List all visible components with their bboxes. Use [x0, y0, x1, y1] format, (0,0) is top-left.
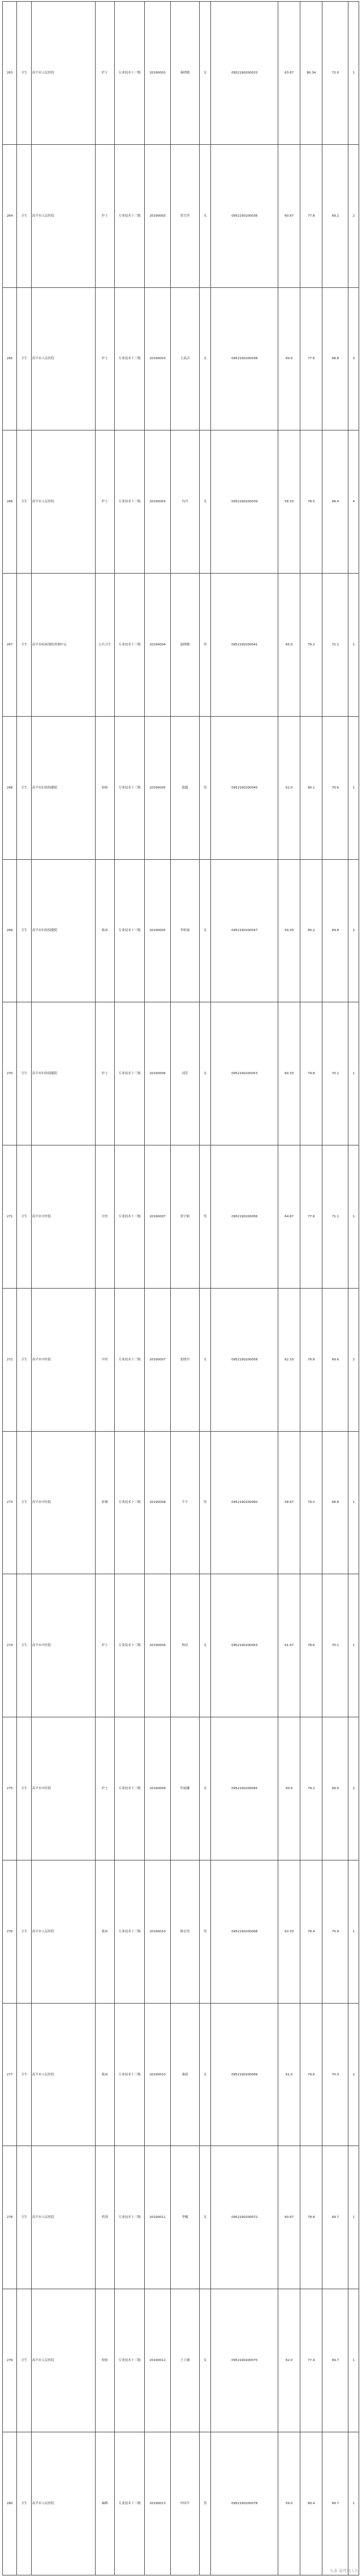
- cell-seq: 270: [3, 1002, 17, 1145]
- cell-code: 20190012: [145, 2289, 171, 2432]
- cell-sys: 卫生: [17, 1288, 31, 1431]
- cell-seq: 269: [3, 859, 17, 1002]
- cell-sys: 卫生: [17, 2289, 31, 2432]
- cell-post: 护士: [95, 430, 115, 574]
- cell-gender: 女: [199, 287, 211, 430]
- cell-post_type: 专业技术十三级: [115, 430, 145, 574]
- cell-post_type: 专业技术十三级: [115, 1431, 145, 1574]
- cell-unit: 高平市妇幼保健院: [31, 716, 95, 859]
- cell-interview: 77.4: [300, 2289, 322, 2432]
- cell-post_type: 专业技术十三级: [115, 1717, 145, 1860]
- results-table: [2, 1, 359, 2575]
- cell-seq: 271: [3, 1145, 17, 1289]
- cell-unit: 高平市人民医院: [31, 2003, 95, 2146]
- cell-exam_no: 0952190200041: [211, 574, 278, 717]
- cell-unit: 高平市妇幼保健院: [31, 1002, 95, 1145]
- cell-gender: 男: [199, 1860, 211, 2003]
- cell-gender: 女: [199, 1717, 211, 1860]
- cell-unit: 高平市人民医院: [31, 144, 95, 287]
- cell-post_type: 专业技术十三级: [115, 1288, 145, 1431]
- table-row: [3, 1145, 359, 1289]
- cell-gender: 女: [199, 2289, 211, 2432]
- cell-name: 申国平: [171, 2432, 200, 2575]
- cell-post_type: 专业技术十三级: [115, 1002, 145, 1145]
- cell-sys: 卫生: [17, 1145, 31, 1289]
- cell-total: 70.1: [322, 1002, 348, 1145]
- cell-rank: 1: [348, 1860, 359, 2003]
- cell-post_type: 专业技术十三级: [115, 1145, 145, 1289]
- table-row: [3, 1860, 359, 2003]
- cell-post: 影像: [95, 1431, 115, 1574]
- cell-post: 药剂: [95, 2146, 115, 2289]
- cell-gender: 男: [199, 1145, 211, 1289]
- cell-code: 20190006: [145, 1002, 171, 1145]
- cell-exam_no: 0952190200039: [211, 430, 278, 574]
- cell-post_type: 专业技术十三级: [115, 1574, 145, 1717]
- table-row: [3, 1002, 359, 1145]
- cell-sys: 卫生: [17, 1574, 31, 1717]
- cell-post: 中医: [95, 1288, 115, 1431]
- table-row: [3, 2432, 359, 2575]
- cell-interview: 77.6: [300, 1145, 322, 1289]
- cell-sys: 卫生: [17, 574, 31, 717]
- cell-total: 69.6: [322, 1717, 348, 1860]
- cell-post_type: 专业技术十三级: [115, 716, 145, 859]
- cell-seq: 272: [3, 1288, 17, 1431]
- cell-code: 20190009: [145, 1574, 171, 1717]
- cell-unit: 高平市人民医院: [31, 287, 95, 430]
- cell-rank: 2: [348, 1717, 359, 1860]
- cell-total: 68.8: [322, 287, 348, 430]
- cell-code: 20190003: [145, 2, 171, 145]
- cell-total: 69.8: [322, 859, 348, 1002]
- cell-code: 20190007: [145, 1145, 171, 1289]
- cell-code: 20190009: [145, 1717, 171, 1860]
- cell-seq: 268: [3, 716, 17, 859]
- cell-unit: 高平市中医院: [31, 1574, 95, 1717]
- cell-exam_no: 0952190200069: [211, 2003, 278, 2146]
- cell-name: 秦晓敏: [171, 2, 200, 145]
- cell-unit: 高平市中医院: [31, 1145, 95, 1289]
- cell-total: 69.7: [322, 2146, 348, 2289]
- cell-name: 常雪萍: [171, 144, 200, 287]
- cell-sys: 卫生: [17, 2432, 31, 2575]
- cell-written: 60.67: [278, 144, 300, 287]
- cell-rank: 1: [348, 716, 359, 859]
- cell-post_type: 专业技术十三级: [115, 574, 145, 717]
- table-row: [3, 1431, 359, 1574]
- cell-post_type: 专业技术十三级: [115, 1860, 145, 2003]
- cell-total: 70.6: [322, 716, 348, 859]
- cell-unit: 高平市疾病预防控制中心: [31, 574, 95, 717]
- cell-name: 李彩丽: [171, 859, 200, 1002]
- cell-post: 护士: [95, 144, 115, 287]
- cell-sys: 卫生: [17, 2146, 31, 2289]
- cell-written: 58.67: [278, 1431, 300, 1574]
- cell-total: 70.3: [322, 2003, 348, 2146]
- cell-exam_no: 0952190200075: [211, 2289, 278, 2432]
- cell-gender: 女: [199, 2146, 211, 2289]
- cell-interview: 79.2: [300, 1717, 322, 1860]
- watermark: 头条 @晋城人社: [329, 2569, 359, 2573]
- cell-unit: 高平市人民医院: [31, 430, 95, 574]
- table-row: [3, 287, 359, 430]
- table-row: [3, 574, 359, 717]
- cell-gender: 女: [199, 1288, 211, 1431]
- cell-post_type: 专业技术十三级: [115, 144, 145, 287]
- cell-total: 68.8: [322, 1431, 348, 1574]
- cell-rank: 1: [348, 2289, 359, 2432]
- cell-unit: 高平市人民医院: [31, 1860, 95, 2003]
- cell-exam_no: 0952190200036: [211, 144, 278, 287]
- cell-written: 61.67: [278, 1574, 300, 1717]
- cell-total: 68.4: [322, 430, 348, 574]
- cell-interview: 77.6: [300, 287, 322, 430]
- cell-rank: 2: [348, 1288, 359, 1431]
- cell-code: 20190007: [145, 1288, 171, 1431]
- cell-written: 61.0: [278, 2003, 300, 2146]
- cell-exam_no: 0952190200058: [211, 1288, 278, 1431]
- cell-unit: 高平市人民医院: [31, 2289, 95, 2432]
- cell-post: 临床: [95, 1860, 115, 2003]
- cell-written: 60.0: [278, 287, 300, 430]
- cell-post_type: 专业技术十三级: [115, 2146, 145, 2289]
- cell-post_type: 专业技术十三级: [115, 2432, 145, 2575]
- cell-written: 65.0: [278, 574, 300, 717]
- cell-interview: 79.6: [300, 2003, 322, 2146]
- cell-written: 64.67: [278, 1145, 300, 1289]
- cell-code: 20190005: [145, 859, 171, 1002]
- cell-sys: 卫生: [17, 2, 31, 145]
- cell-code: 20190005: [145, 716, 171, 859]
- cell-post: 护士: [95, 1574, 115, 1717]
- cell-code: 20190013: [145, 2432, 171, 2575]
- cell-post: 护士: [95, 2, 115, 145]
- cell-post: 护士: [95, 1717, 115, 1860]
- cell-interview: 78.4: [300, 1860, 322, 2003]
- cell-seq: 265: [3, 287, 17, 430]
- cell-unit: 高平市中医院: [31, 1288, 95, 1431]
- cell-gender: 女: [199, 2003, 211, 2146]
- cell-rank: 1: [348, 2432, 359, 2575]
- table-row: [3, 2146, 359, 2289]
- cell-post_type: 专业技术十三级: [115, 2003, 145, 2146]
- cell-rank: 1: [348, 574, 359, 717]
- cell-gender: 男: [199, 716, 211, 859]
- table-row: [3, 2, 359, 145]
- cell-seq: 280: [3, 2432, 17, 2575]
- cell-post: 检验: [95, 2289, 115, 2432]
- cell-code: 20190003: [145, 430, 171, 574]
- cell-seq: 273: [3, 1431, 17, 1574]
- cell-code: 20190004: [145, 574, 171, 717]
- cell-rank: 3: [348, 287, 359, 430]
- cell-exam_no: 0952190200056: [211, 1145, 278, 1289]
- cell-name: 郭超: [171, 716, 200, 859]
- cell-post: 麻醉: [95, 2432, 115, 2575]
- cell-written: 60.67: [278, 2146, 300, 2289]
- cell-exam_no: 0952190200045: [211, 716, 278, 859]
- cell-total: 70.1: [322, 1574, 348, 1717]
- cell-seq: 278: [3, 2146, 17, 2289]
- cell-sys: 卫生: [17, 716, 31, 859]
- cell-total: 72.1: [322, 574, 348, 717]
- cell-exam_no: 0952190200072: [211, 2146, 278, 2289]
- cell-post: 临床: [95, 859, 115, 1002]
- cell-rank: 1: [348, 1431, 359, 1574]
- cell-name: 王武洁: [171, 287, 200, 430]
- cell-interview: 79.2: [300, 574, 322, 717]
- cell-seq: 279: [3, 2289, 17, 2432]
- cell-rank: 1: [348, 1145, 359, 1289]
- cell-seq: 276: [3, 1860, 17, 2003]
- cell-code: 20190011: [145, 2146, 171, 2289]
- cell-unit: 高平市中医院: [31, 1431, 95, 1574]
- cell-code: 20190003: [145, 144, 171, 287]
- table-row: [3, 144, 359, 287]
- cell-gender: 男: [199, 2432, 211, 2575]
- cell-exam_no: 0952190200053: [211, 1002, 278, 1145]
- cell-rank: 2: [348, 859, 359, 1002]
- cell-total: 72.0: [322, 2, 348, 145]
- cell-interview: 78.8: [300, 2146, 322, 2289]
- cell-code: 20190008: [145, 1431, 171, 1574]
- cell-post: 临床: [95, 2003, 115, 2146]
- cell-gender: 女: [199, 2, 211, 145]
- cell-exam_no: 0952190200078: [211, 2432, 278, 2575]
- cell-rank: 2: [348, 2003, 359, 2146]
- cell-sys: 卫生: [17, 144, 31, 287]
- cell-total: 70.9: [322, 1860, 348, 2003]
- cell-exam_no: 0952190200060: [211, 1431, 278, 1574]
- cell-interview: 80.34: [300, 2, 322, 145]
- cell-exam_no: 0952190200063: [211, 1574, 278, 1717]
- cell-code: 20190010: [145, 2003, 171, 2146]
- cell-total: 71.1: [322, 1145, 348, 1289]
- cell-seq: 266: [3, 430, 17, 574]
- cell-exam_no: 0952190200033: [211, 2, 278, 145]
- cell-rank: 2: [348, 144, 359, 287]
- cell-unit: 高平市人民医院: [31, 2432, 95, 2575]
- cell-gender: 女: [199, 859, 211, 1002]
- cell-total: 69.7: [322, 2432, 348, 2575]
- table-body: [3, 2, 359, 2575]
- cell-written: 62.33: [278, 1288, 300, 1431]
- cell-sys: 卫生: [17, 1860, 31, 2003]
- table-row: [3, 1288, 359, 1431]
- cell-post: 护士: [95, 1002, 115, 1145]
- cell-seq: 277: [3, 2003, 17, 2146]
- cell-post: 检验: [95, 716, 115, 859]
- cell-post: 公共卫生: [95, 574, 115, 717]
- cell-written: 59.33: [278, 859, 300, 1002]
- table-row: [3, 2003, 359, 2146]
- cell-gender: 男: [199, 574, 211, 717]
- cell-written: 58.33: [278, 430, 300, 574]
- cell-sys: 卫生: [17, 1431, 31, 1574]
- cell-written: 63.67: [278, 2, 300, 145]
- cell-exam_no: 0952190200047: [211, 859, 278, 1002]
- cell-gender: 女: [199, 430, 211, 574]
- table-row: [3, 859, 359, 1002]
- cell-written: 62.0: [278, 2289, 300, 2432]
- cell-exam_no: 0952190200068: [211, 1860, 278, 2003]
- cell-interview: 78.5: [300, 430, 322, 574]
- cell-post_type: 专业技术十三级: [115, 2289, 145, 2432]
- cell-name: 刘芳: [171, 1002, 200, 1145]
- cell-unit: 高平市人民医院: [31, 2146, 95, 2289]
- cell-written: 60.0: [278, 1717, 300, 1860]
- cell-seq: 274: [3, 1574, 17, 1717]
- cell-name: 王子涵: [171, 2289, 200, 2432]
- cell-code: 20190003: [145, 287, 171, 430]
- cell-code: 20190010: [145, 1860, 171, 2003]
- cell-name: 冯丹: [171, 430, 200, 574]
- table-row: [3, 1574, 359, 1717]
- cell-seq: 264: [3, 144, 17, 287]
- cell-written: 63.33: [278, 1860, 300, 2003]
- cell-sys: 卫生: [17, 859, 31, 1002]
- cell-exam_no: 0952190200038: [211, 287, 278, 430]
- table-row: [3, 1717, 359, 1860]
- cell-post: 中医: [95, 1145, 115, 1289]
- cell-interview: 76.8: [300, 1288, 322, 1431]
- cell-post: 护士: [95, 287, 115, 430]
- cell-seq: 263: [3, 2, 17, 145]
- cell-gender: 女: [199, 1574, 211, 1717]
- cell-interview: 80.4: [300, 2432, 322, 2575]
- cell-unit: 高平市妇幼保健院: [31, 859, 95, 1002]
- cell-unit: 高平市中医院: [31, 1717, 95, 1860]
- cell-sys: 卫生: [17, 287, 31, 430]
- table-row: [3, 2289, 359, 2432]
- cell-post_type: 专业技术十三级: [115, 2, 145, 145]
- cell-total: 69.2: [322, 144, 348, 287]
- cell-seq: 275: [3, 1717, 17, 1860]
- cell-written: 59.0: [278, 2432, 300, 2575]
- cell-rank: 1: [348, 2, 359, 145]
- cell-gender: 女: [199, 144, 211, 287]
- cell-unit: 高平市人民医院: [31, 2, 95, 145]
- cell-name: 常宇航: [171, 1145, 200, 1289]
- cell-interview: 78.6: [300, 1574, 322, 1717]
- cell-exam_no: 0952190200065: [211, 1717, 278, 1860]
- cell-rank: 1: [348, 1574, 359, 1717]
- cell-total: 69.6: [322, 1288, 348, 1431]
- cell-interview: 79.0: [300, 1431, 322, 1574]
- cell-name: 李娜: [171, 2146, 200, 2289]
- table-row: [3, 430, 359, 574]
- cell-total: 69.7: [322, 2289, 348, 2432]
- table-row: [3, 716, 359, 859]
- cell-interview: 79.8: [300, 1002, 322, 1145]
- cell-seq: 267: [3, 574, 17, 717]
- cell-written: 61.0: [278, 716, 300, 859]
- cell-sys: 卫生: [17, 430, 31, 574]
- cell-name: 张晓丹: [171, 1288, 200, 1431]
- cell-sys: 卫生: [17, 2003, 31, 2146]
- cell-name: 秦雨: [171, 2003, 200, 2146]
- cell-rank: 4: [348, 430, 359, 574]
- cell-gender: 男: [199, 1431, 211, 1574]
- cell-rank: 1: [348, 2146, 359, 2289]
- cell-interview: 77.8: [300, 144, 322, 287]
- cell-sys: 卫生: [17, 1002, 31, 1145]
- cell-post_type: 专业技术十三级: [115, 859, 145, 1002]
- cell-interview: 80.1: [300, 716, 322, 859]
- cell-name: 毕丽娜: [171, 1717, 200, 1860]
- cell-name: 陈宏伟: [171, 1860, 200, 2003]
- cell-gender: 女: [199, 1002, 211, 1145]
- cell-rank: 1: [348, 1002, 359, 1145]
- cell-name: 赵晓刚: [171, 574, 200, 717]
- cell-interview: 80.2: [300, 859, 322, 1002]
- cell-post_type: 专业技术十三级: [115, 287, 145, 430]
- cell-name: 牛宇: [171, 1431, 200, 1574]
- cell-written: 60.33: [278, 1002, 300, 1145]
- cell-name: 杨佳: [171, 1574, 200, 1717]
- cell-sys: 卫生: [17, 1717, 31, 1860]
